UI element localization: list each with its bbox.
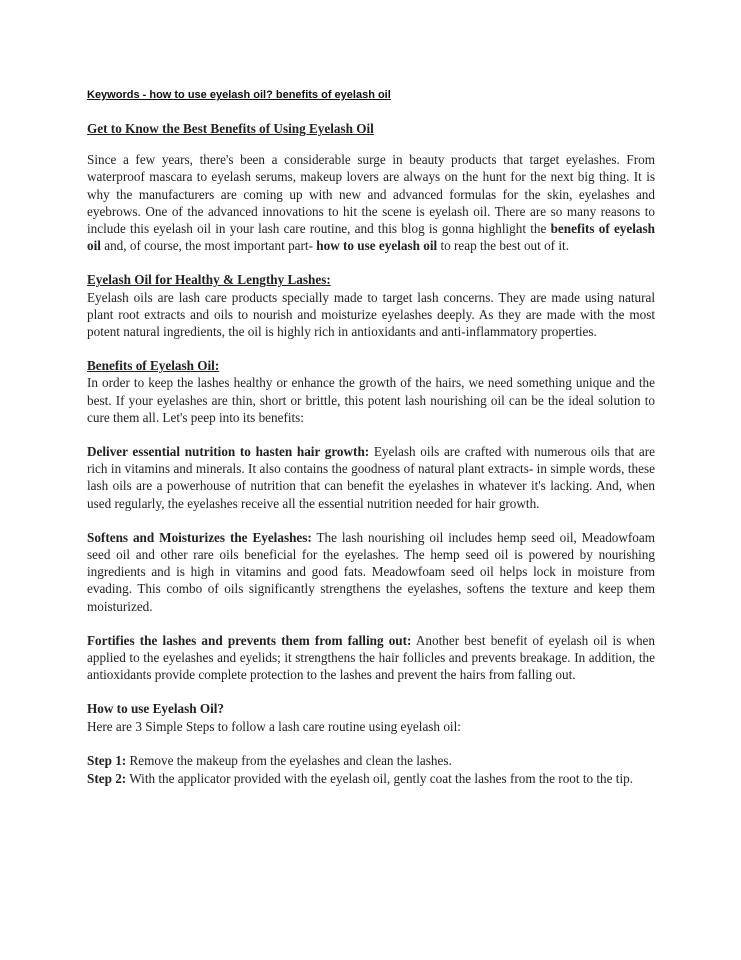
step-body: With the applicator provided with the eyelash oil, gently coat the lashes from the root to the tip. <box>126 771 634 787</box>
intro-text-1: Since a few years, there's been a considerable surge in beauty products that target eyelashes. From waterproof mascara to eyelash serums, makeup lovers are always on the hunt for the next big thing. It is why the manufacturers are coming up with new and advanced formulas for the skin, eyelashes and eyebrows. One of the advanced innovations to hit the scene is eyelash oil. There are so many reasons to include this eyelash oil in your lash care routine, and this blog is gonna highlight the <box>87 152 655 237</box>
step-label: Step 2: <box>87 771 127 787</box>
benefit-fortify <box>87 632 655 684</box>
benefit-title: Fortifies the lashes and prevents them from falling out: <box>87 632 412 648</box>
benefit-title: Deliver essential nutrition to hasten hair growth: <box>87 444 370 460</box>
step-body: Remove the makeup from the eyelashes and clean the lashes. <box>126 752 452 768</box>
step-2 <box>87 770 655 787</box>
article-title: Get to Know the Best Benefits of Using Eyelash Oil <box>87 121 374 136</box>
section-heading-how-to: How to use Eyelash Oil? <box>87 701 225 717</box>
intro-paragraph <box>87 151 655 254</box>
benefit-moisturize <box>87 529 655 615</box>
section-body-how-to: Here are 3 Simple Steps to follow a lash care routine using eyelash oil: <box>87 718 461 734</box>
benefit-body: The lash nourishing oil includes hemp seed oil, Meadowfoam seed oil and other rare oils beneficial for the eyelashes. The hemp seed oil is powered by nourishing ingredients and is high in vitamins and good fats. Meadowfoam seed oil helps lock in moisture from evading. This combo of oils significantly strengthens the eyelashes, softens the texture and keep them moisturized. <box>87 529 655 614</box>
intro-bold-benefits: benefits of eyelash oil <box>87 221 655 254</box>
step-label: Step 1: <box>87 752 127 768</box>
section-body-healthy-lashes: Eyelash oils are lash care products specially made to target lash concerns. They are made using natural plant root extracts and oils to nourish and moisturize eyelashes deeply. As they are made with the most potent natural ingredients, the oil is highly rich in antioxidants and anti-inflammatory properties. <box>87 289 655 340</box>
step-1 <box>87 752 655 769</box>
intro-bold-howto: how to use eyelash oil <box>316 238 438 254</box>
benefit-body: Eyelash oils are crafted with numerous oils that are rich in vitamins and minerals. It also contains the goodness of natural plant extracts- in simple words, these lash oils are a powerhouse of nutrition that can benefit the eyelashes in whatever it's lacking. And, when used regularly, the eyelashes receive all the essential nutrition needed for hair growth. <box>87 444 655 511</box>
section-body-benefits: In order to keep the lashes healthy or enhance the growth of the hairs, we need something unique and the best. If your eyelashes are thin, short or brittle, this potent lash nourishing oil can be the ideal solution to cure them all. Let's peep into its benefits: <box>87 375 655 425</box>
section-heading-benefits: Benefits of Eyelash Oil: <box>87 358 220 374</box>
intro-text-2: and, of course, the most important part- <box>100 238 317 254</box>
benefit-title: Softens and Moisturizes the Eyelashes: <box>87 529 312 545</box>
keywords-line: Keywords - how to use eyelash oil? benefits of eyelash oil <box>87 89 391 101</box>
benefit-body: Another best benefit of eyelash oil is when applied to the eyelashes and eyelids; it strengthens the hair follicles and prevents breakage. In addition, the antioxidants provide complete protection to the lashes and prevent the hairs from falling out. <box>87 632 655 683</box>
intro-text-3: to reap the best out of it. <box>437 238 569 254</box>
section-heading-healthy-lashes: Eyelash Oil for Healthy & Lengthy Lashes: <box>87 272 331 288</box>
document-page <box>87 88 655 787</box>
benefit-nutrition <box>87 443 655 512</box>
